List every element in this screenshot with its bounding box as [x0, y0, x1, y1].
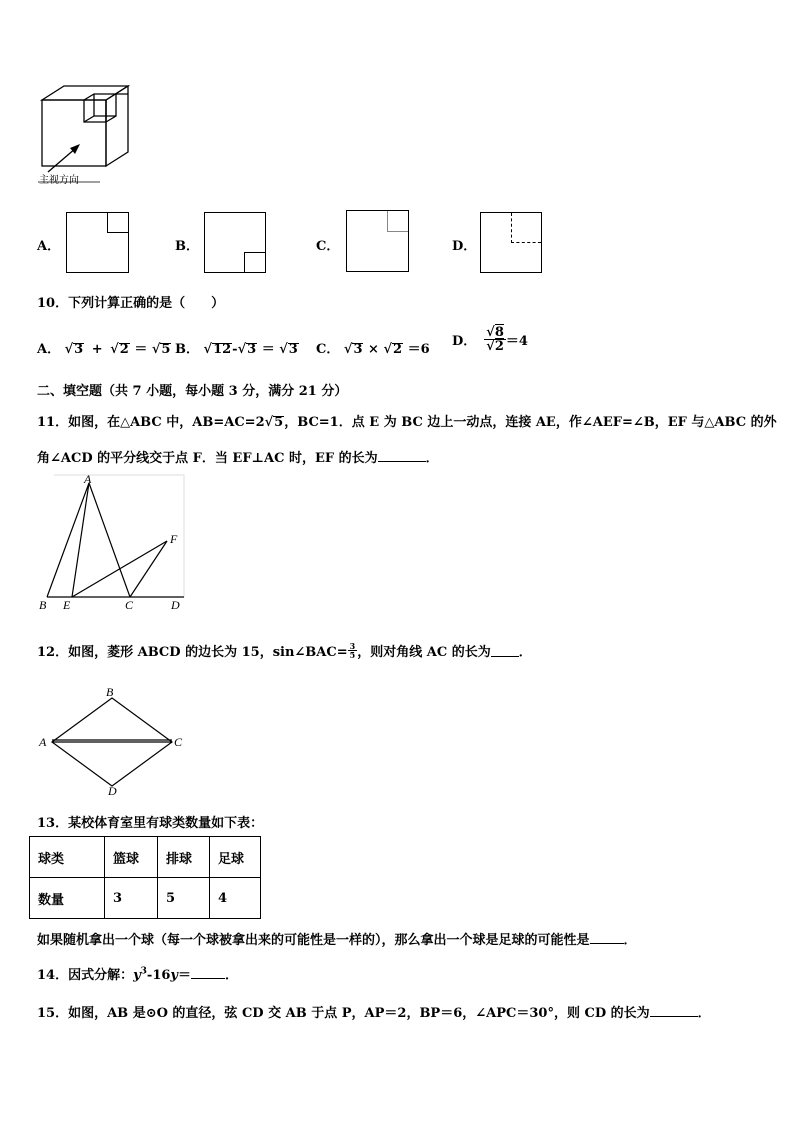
table-cell: 排球 [158, 837, 210, 878]
table-row [30, 878, 261, 919]
q13-stem: 13．某校体育室里有球类数量如下表： [37, 816, 264, 831]
q11-line1: 11．如图，在△ABC 中，AB=AC=2√5，BC=1．点 E 为 BC 边上一动点，连接 AE，作∠AEF=∠B，EF 与△ABC 的外 [37, 415, 777, 430]
q10-option-a: A． √3 + √2 ＝ √5 [37, 342, 171, 357]
q13-question: 如果随机拿出一个球（每一个球被拿出来的可能性是一样的），那么拿出一个球是足球的可能性是 ． [37, 933, 637, 948]
table-cell: 5 [158, 878, 210, 919]
view-direction-label: 主视方向 [39, 175, 79, 186]
q10-option-b: B． √12-√3 ＝ √3 [175, 342, 298, 357]
table-cell: 篮球 [105, 837, 158, 878]
q14-text: 14．因式分解：$y^3-16y=$ ． [37, 966, 239, 983]
q9-option-a-figure [66, 212, 129, 273]
table-row [30, 837, 261, 878]
q11-line2: 角∠ACD 的平分线交于点 F．当 EF⊥AC 时，EF 的长为 ． [37, 451, 439, 466]
table-cell: 4 [210, 878, 261, 919]
q11-label-c: C [125, 598, 134, 612]
q9-option-b-figure [204, 212, 266, 273]
q11-label-f: F [170, 532, 178, 546]
q13-answer-blank[interactable] [590, 931, 624, 944]
q9-option-c-figure [346, 210, 409, 272]
q11-label-b: B [39, 598, 47, 612]
q11-label-a: A [84, 472, 92, 486]
q14-answer-blank[interactable] [191, 966, 225, 979]
q9-option-a-label: A． [37, 239, 61, 254]
q12-label-c: C [174, 735, 183, 749]
q11-label-d: D [171, 598, 180, 612]
q10-stem: 10．下列计算正确的是（ ） [37, 296, 225, 311]
table-cell: 足球 [210, 837, 261, 878]
table-cell: 数量 [30, 878, 105, 919]
q13-ball-table [29, 836, 261, 919]
q9-option-d-label: D． [452, 239, 477, 254]
q12-rhombus-figure [36, 684, 191, 796]
q11-answer-blank[interactable] [378, 449, 426, 462]
q12-answer-blank[interactable] [491, 644, 519, 657]
q9-option-b-label: B． [175, 239, 199, 254]
q9-option-c-label: C． [316, 239, 340, 254]
table-cell: 球类 [30, 837, 105, 878]
q15-answer-blank[interactable] [650, 1004, 698, 1017]
q12-label-d: D [108, 784, 117, 796]
q11-label-e: E [63, 598, 71, 612]
q10-option-c: C． √3 × √2 ＝6 [316, 342, 430, 357]
q15-text: 15．如图，AB 是⊙O 的直径，弦 CD 交 AB 于点 P，AP＝2，BP＝6，∠APC＝30°，则 CD 的长为 ． [37, 1006, 711, 1021]
q12-text: 12．如图，菱形 ABCD 的边长为 15，sin∠BAC= $\frac{3}{5}$ ，则对角线 AC 的长为 ． [37, 641, 532, 660]
section-2-heading: 二、填空题（共 7 小题，每小题 3 分，满分 21 分） [37, 384, 348, 399]
q11-triangle-figure [34, 472, 189, 614]
q10-option-d: D． $\frac{√8}{√2}$ ＝4 [452, 325, 528, 354]
q9-option-d-figure [480, 212, 542, 273]
q12-label-a: A [39, 735, 47, 749]
q12-label-b: B [106, 685, 114, 699]
table-cell: 3 [105, 878, 158, 919]
